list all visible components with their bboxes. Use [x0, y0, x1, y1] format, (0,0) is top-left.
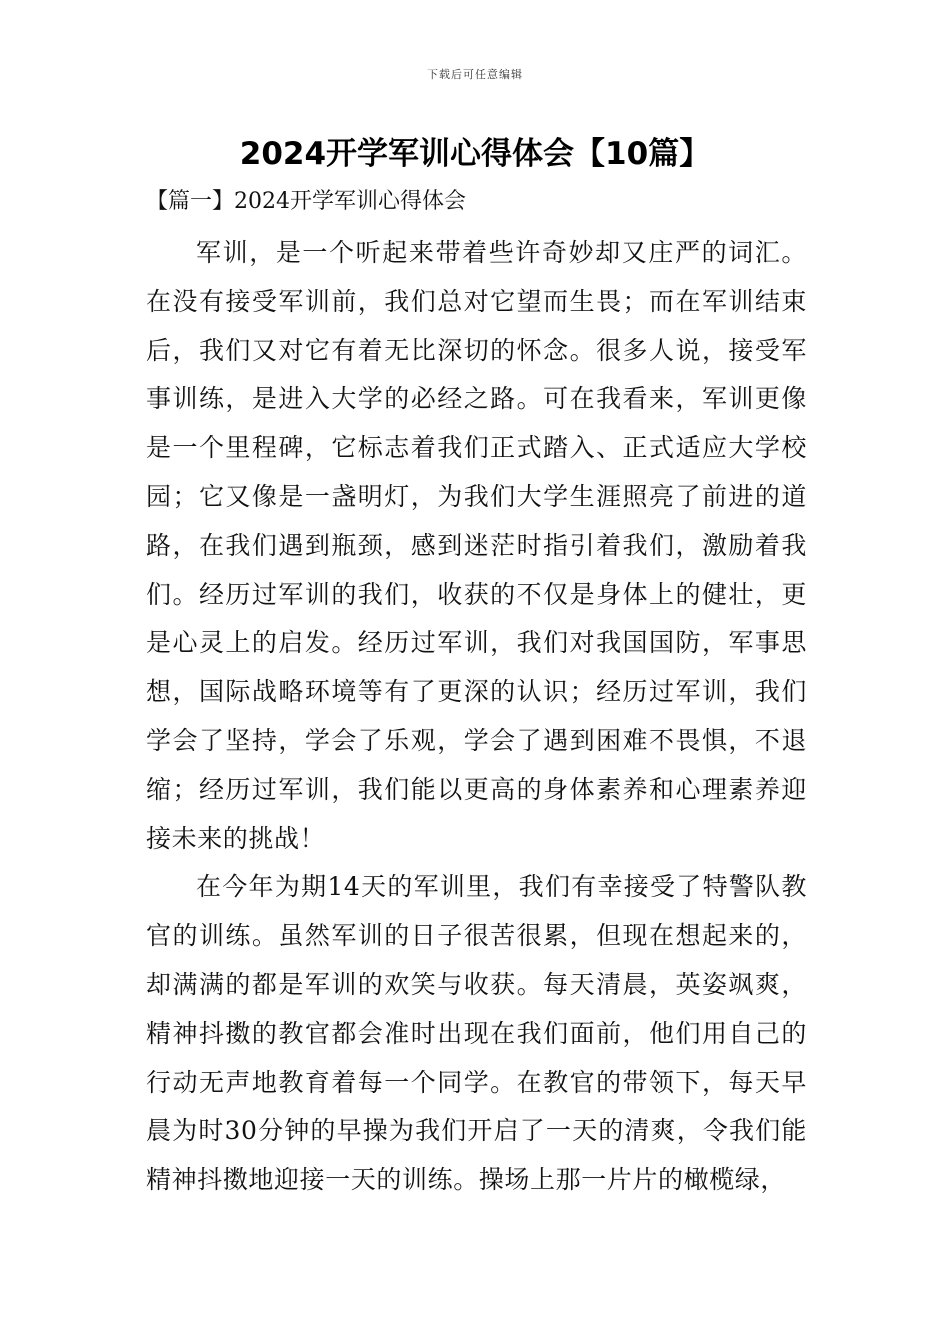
page-header-note: 下载后可任意编辑 [427, 68, 523, 81]
body-paragraph-1: 军训，是一个听起来带着些许奇妙却又庄严的词汇。在没有接受军训前，我们总对它望而生畏；而在军训结束后，我们又对它有着无比深切的怀念。很多人说，接受军事训练，是进入大学的必经之路。可在我看来，军训更像是一个里程碑，它标志着我们正式踏入、正式适应大学校园；它又像是一盏明灯，为我们大学生涯照亮了前进的道路，在我们遇到瓶颈，感到迷茫时指引着我们，激励着我们。经历过军训的我们，收获的不仅是身体上的健壮，更是心灵上的启发。经历过军训，我们对我国国防，军事思想，国际战略环境等有了更深的认识；经历过军训，我们学会了坚持，学会了乐观，学会了遇到困难不畏惧，不退缩；经历过军训，我们能以更高的身体素养和心理素养迎接未来的挑战！ [146, 238, 807, 853]
document-title: 2024开学军训心得体会【10篇】 [239, 136, 711, 172]
section-heading: 【篇一】2024开学军训心得体会 [146, 189, 466, 214]
document-body [146, 229, 807, 1205]
body-paragraph-2: 在今年为期14天的军训里，我们有幸接受了特警队教官的训练。虽然军训的日子很苦很累，但现在想起来的，却满满的都是军训的欢笑与收获。每天清晨，英姿飒爽，精神抖擞的教官都会准时出现在我们面前，他们用自己的行动无声地教育着每一个同学。在教官的带领下，每天早晨为时30分钟的早操为我们开启了一天的清爽，令我们能精神抖擞地迎接一天的训练。操场上那一片片的橄榄绿， [146, 872, 807, 1195]
